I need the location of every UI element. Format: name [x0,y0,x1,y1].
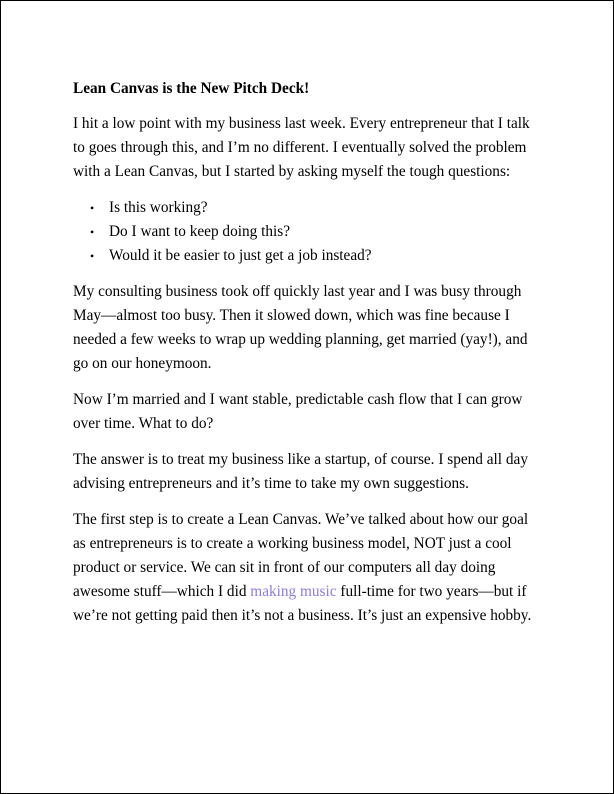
article-title: Lean Canvas is the New Pitch Deck! [73,80,310,97]
list-item-text: Would it be easier to just get a job instead? [109,247,372,264]
intro-paragraph: I hit a low point with my business last week. Every entrepreneur that I talk to goes through this, and I’m no different. I eventually solved the problem with a Lean Canvas, but I started by asking myself the tough questions: [73,115,530,180]
consulting-paragraph: My consulting business took off quickly last year and I was busy through May—almost too busy. Then it slowed down, which was fine because I needed a few weeks to wrap up wedding planning, get married (yay!), and go on our honeymoon. [73,283,528,372]
list-item [73,244,543,268]
answer-paragraph: The answer is to treat my business like a startup, of course. I spend all day advising entrepreneurs and it’s time to take my own suggestions. [73,451,528,492]
first-step-paragraph [73,508,543,628]
making-music-link[interactable]: making music [250,583,337,600]
bullet-icon: • [90,225,95,239]
article-body [73,77,543,640]
list-item [73,220,543,244]
bullet-icon: • [90,201,95,215]
list-item-text: Is this working? [109,199,208,216]
married-paragraph: Now I’m married and I want stable, predictable cash flow that I can grow over time. What to do? [73,391,523,432]
list-item [73,196,543,220]
list-item-text: Do I want to keep doing this? [109,223,290,240]
first-step-text-before: The first step is to create a Lean Canvas. We’ve talked about how our goal as entrepreneurs is to create a working business model, NOT just a cool product or service. We can sit in front of our computers all day doing awesome stuff—which I did [73,511,529,600]
bullet-icon: • [90,249,95,263]
questions-list [73,196,543,268]
first-step-text-after: full-time for two years—but if we’re not getting paid then it’s not a business. It’s just an expensive hobby. [73,583,532,624]
